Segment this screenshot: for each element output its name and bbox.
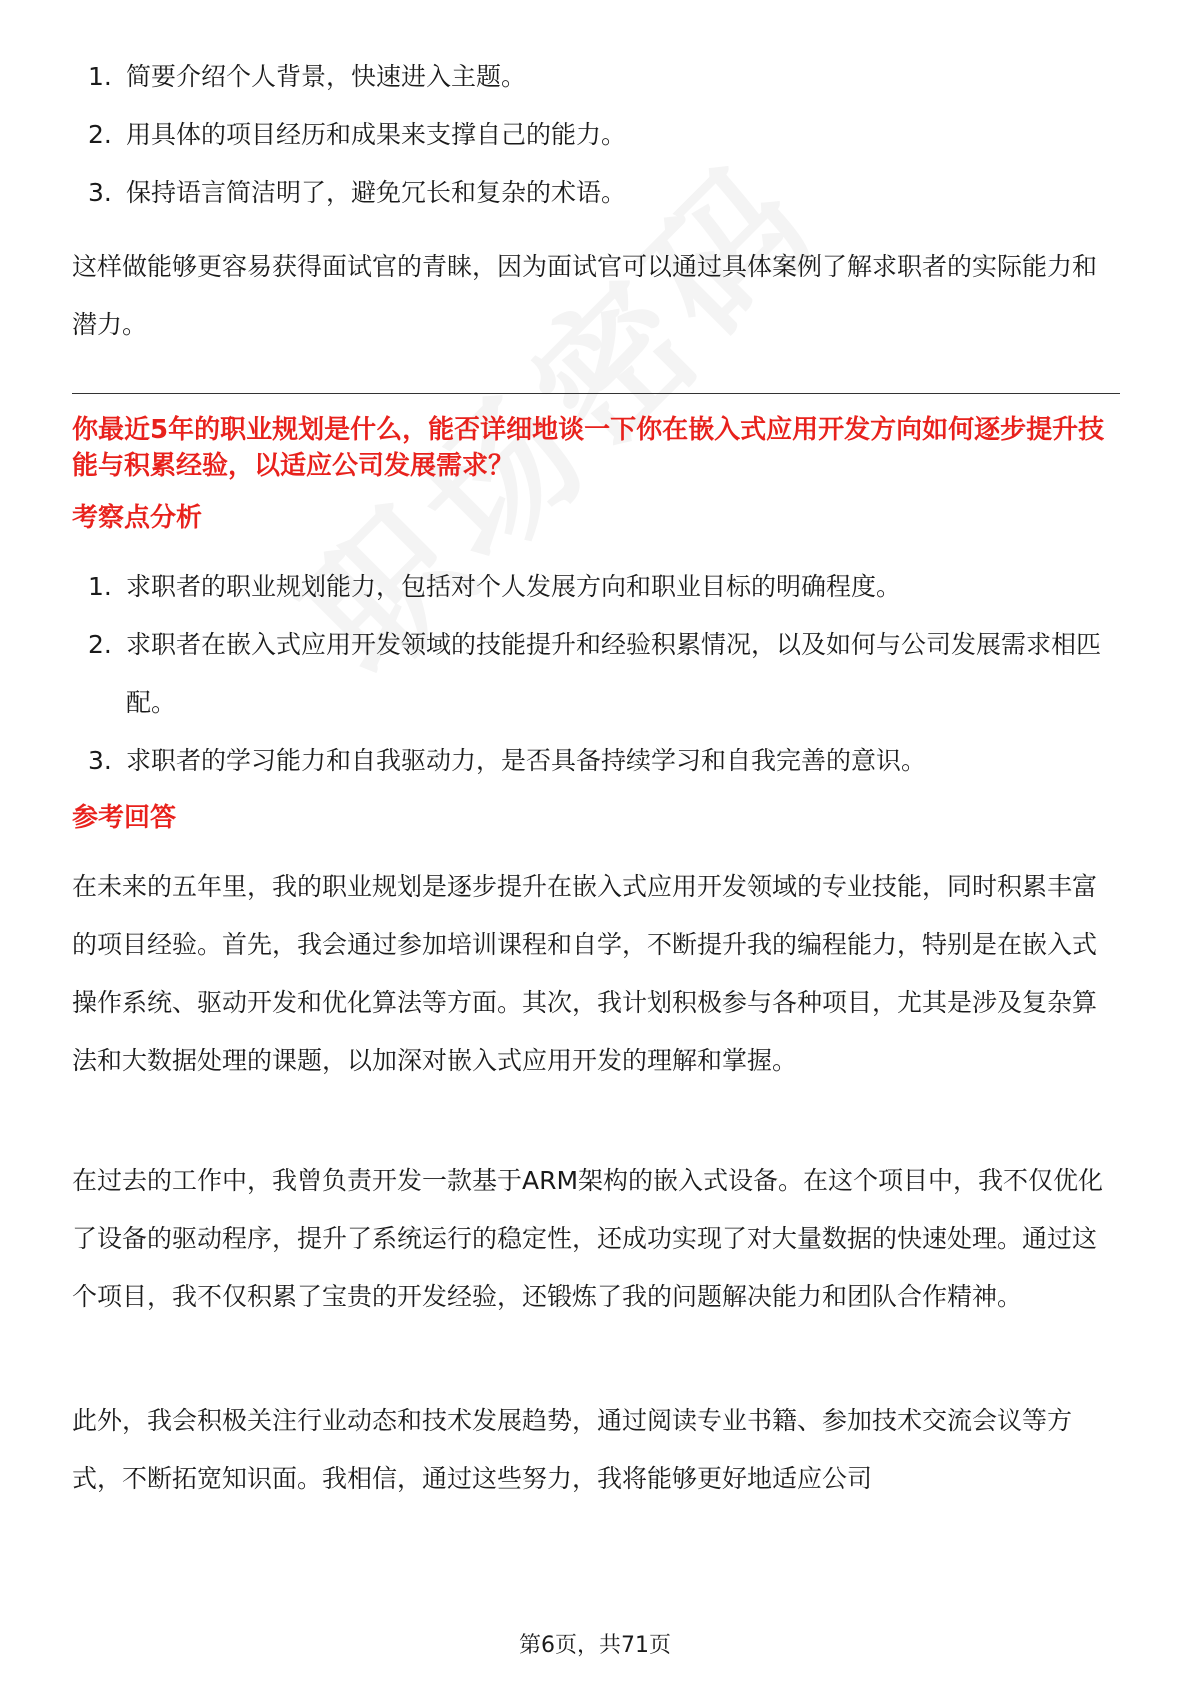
intro-paragraph-block xyxy=(72,238,1120,354)
page-number-footer: 第6页，共71页 xyxy=(519,1633,671,1658)
list-item: 3. 保持语言简洁明了，避免冗长和复杂的术语。 xyxy=(88,178,627,207)
list-item: 1. 简要介绍个人背景，快速进入主题。 xyxy=(88,62,527,91)
question-block xyxy=(72,412,1120,484)
answer-heading-block xyxy=(72,800,1120,836)
analysis-list xyxy=(72,558,1120,790)
list-item: 2. 用具体的项目经历和成果来支撑自己的能力。 xyxy=(88,120,627,149)
question-title: 你最近5年的职业规划是什么，能否详细地谈一下你在嵌入式应用开发方向如何逐步提升技能与积累经验，以适应公司发展需求？ xyxy=(72,415,1105,481)
answer-paragraph: 在未来的五年里，我的职业规划是逐步提升在嵌入式应用开发领域的专业技能，同时积累丰富的项目经验。首先，我会通过参加培训课程和自学，不断提升我的编程能力，特别是在嵌入式操作系统、驱动开发和优化算法等方面。其次，我计划积极参与各种项目，尤其是涉及复杂算法和大数据处理的课题，以加深对嵌入式应用开发的理解和掌握。 xyxy=(72,872,1098,1075)
list-item: 1. 求职者的职业规划能力，包括对个人发展方向和职业目标的明确程度。 xyxy=(88,572,902,601)
answer-paragraph: 在过去的工作中，我曾负责开发一款基于ARM架构的嵌入式设备。在这个项目中，我不仅优化了设备的驱动程序，提升了系统运行的稳定性，还成功实现了对大量数据的快速处理。通过这个项目，我不仅积累了宝贵的开发经验，还锻炼了我的问题解决能力和团队合作精神。 xyxy=(72,1166,1104,1311)
analysis-heading-block xyxy=(72,500,1120,536)
answer-paragraph-1-block xyxy=(72,858,1120,1090)
intro-list xyxy=(72,48,1120,222)
answer-paragraph-2-block xyxy=(72,1152,1120,1326)
answer-paragraph: 此外，我会积极关注行业动态和技术发展趋势，通过阅读专业书籍、参加技术交流会议等方式，不断拓宽知识面。我相信，通过这些努力，我将能够更好地适应公司 xyxy=(72,1406,1073,1493)
section-divider xyxy=(72,393,1120,394)
list-item: 2. 求职者在嵌入式应用开发领域的技能提升和经验积累情况，以及如何与公司发展需求相匹配。 xyxy=(88,630,1102,717)
answer-heading: 参考回答 xyxy=(72,803,177,833)
list-item: 3. 求职者的学习能力和自我驱动力，是否具备持续学习和自我完善的意识。 xyxy=(88,746,927,775)
answer-paragraph-3-block xyxy=(72,1392,1120,1508)
analysis-heading: 考察点分析 xyxy=(72,503,203,533)
intro-paragraph: 这样做能够更容易获得面试官的青睐，因为面试官可以通过具体案例了解求职者的实际能力和潜力。 xyxy=(72,252,1098,339)
